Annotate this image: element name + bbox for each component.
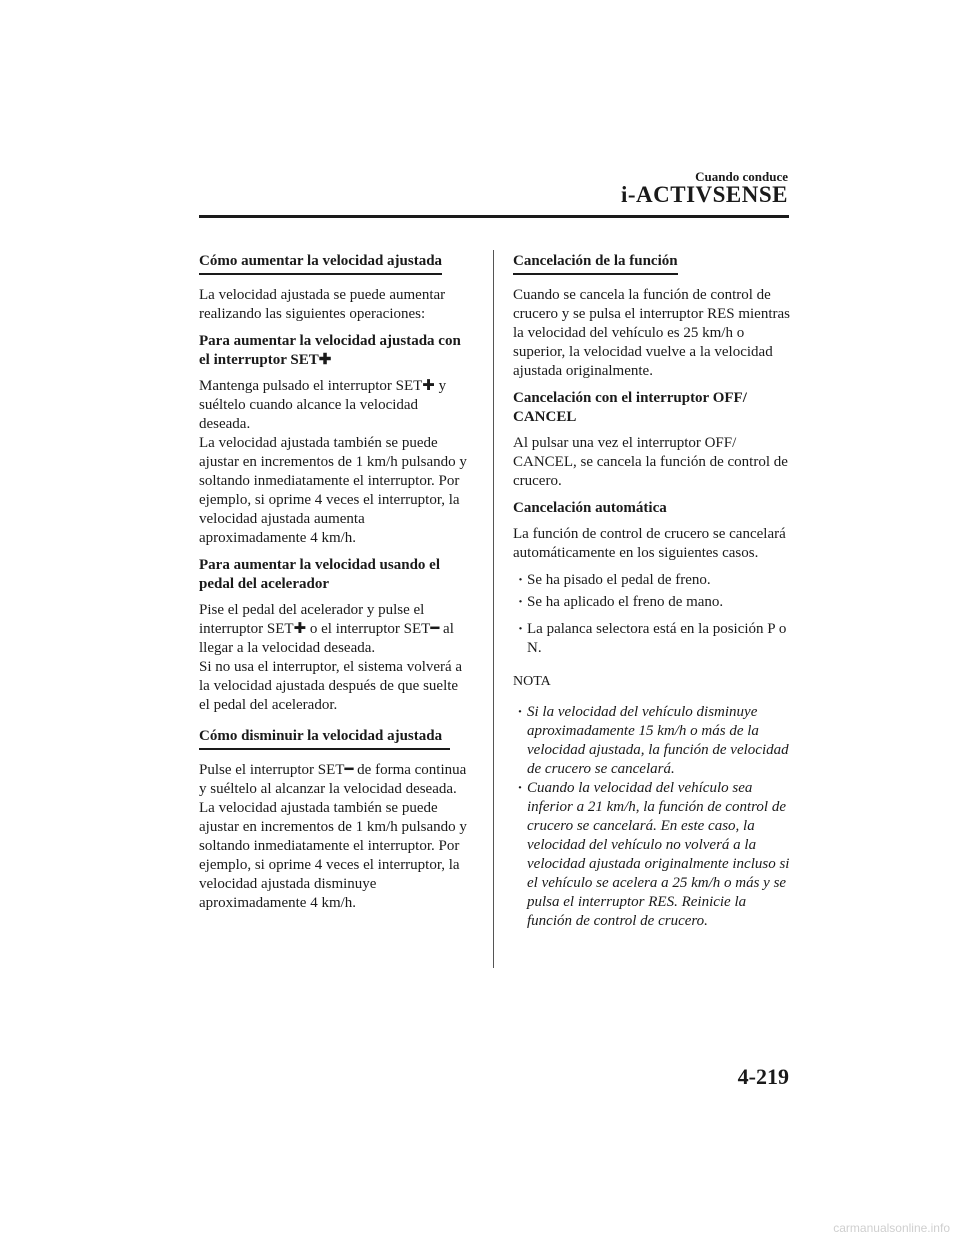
paragraph-intro: La velocidad ajustada se puede aumentar realizando las siguientes operaciones: bbox=[199, 287, 446, 322]
subheading-accelerator: Para aumentar la velocidad usando el pedal del acelerador bbox=[199, 557, 440, 592]
paragraph-cancel-intro: Cuando se cancela la función de control de crucero y se pulsa el interruptor RES mientras la velocidad del vehículo es 25 km/h o superior, la velocidad vuelve a la velocidad ajustada originalmente. bbox=[513, 287, 791, 379]
subheading-auto-cancel: Cancelación automática bbox=[513, 500, 667, 516]
note-item: · Si la velocidad del vehículo disminuye aproximadamente 15 km/h o más de la velocidad ajustada, la función de velocidad de crucero se cancelará. bbox=[513, 703, 793, 779]
paragraph-off-cancel: Al pulsar una vez el interruptor OFF/ CANCEL, se cancela la función de control de crucero. bbox=[513, 435, 788, 489]
paragraph-accelerator-1: Pise el pedal del acelerador y pulse el interruptor SET✚ o el interruptor SET━ al llegar a la velocidad deseada. bbox=[199, 602, 454, 656]
list-item: · Se ha pisado el pedal de freno. bbox=[513, 571, 793, 590]
heading-increase-speed: Cómo aumentar la velocidad ajustada bbox=[199, 252, 442, 275]
heading-cancel-function: Cancelación de la función bbox=[513, 252, 678, 275]
paragraph-accelerator-2: Si no usa el interruptor, el sistema volverá a la velocidad ajustada después de que suelte el pedal del acelerador. bbox=[199, 659, 463, 713]
header-rule bbox=[199, 215, 789, 218]
subheading-set-plus: Para aumentar la velocidad ajustada con el interruptor SET✚ bbox=[199, 333, 461, 368]
paragraph-decrease-2: La velocidad ajustada también se puede ajustar en incrementos de 1 km/h pulsando y soltando inmediatamente el interruptor. Por ejemplo, si oprime 4 veces el interruptor, la velocidad ajustada disminuye aproximadamente 4 km/h. bbox=[199, 800, 467, 911]
note-item: · Cuando la velocidad del vehículo sea inferior a 21 km/h, la función de control de crucero se cancelará. En este caso, la velocidad del vehículo no volverá a la velocidad ajustada originalmente incluso si el vehículo se acelera a 25 km/h o más y se pulsa el interruptor RES. Reinicie la función de control de crucero. bbox=[513, 779, 793, 931]
right-column bbox=[513, 252, 793, 939]
list-item: · Se ha aplicado el freno de mano. bbox=[513, 593, 793, 612]
auto-cancel-list bbox=[513, 571, 793, 658]
heading-decrease-speed: Cómo disminuir la velocidad ajustada bbox=[199, 727, 450, 750]
subheading-off-cancel: Cancelación con el interruptor OFF/ CANCEL bbox=[513, 390, 747, 425]
paragraph-auto-cancel: La función de control de crucero se cancelará automáticamente en los siguientes casos. bbox=[513, 526, 786, 561]
left-column bbox=[199, 252, 467, 921]
note-list bbox=[513, 703, 793, 931]
paragraph-decrease-1: Pulse el interruptor SET━ de forma continua y suéltelo al alcanzar la velocidad deseada. bbox=[199, 762, 467, 797]
page-number: 4-219 bbox=[737, 1064, 789, 1089]
chapter-title: i-ACTIVSENSE bbox=[620, 182, 788, 207]
watermark: carmanualsonline.info bbox=[833, 1221, 950, 1235]
column-divider bbox=[493, 250, 494, 968]
section-label: Cuando conduce bbox=[695, 169, 788, 184]
paragraph-set-plus-2: La velocidad ajustada también se puede ajustar en incrementos de 1 km/h pulsando y soltando inmediatamente el interruptor. Por ejemplo, si oprime 4 veces el interruptor, la velocidad ajustada aumenta aproximadamente 4 km/h. bbox=[199, 435, 467, 546]
note-label: NOTA bbox=[513, 674, 551, 689]
list-item: · La palanca selectora está en la posición P o N. bbox=[513, 620, 793, 658]
paragraph-set-plus-1: Mantenga pulsado el interruptor SET✚ y suéltelo cuando alcance la velocidad deseada. bbox=[199, 378, 447, 432]
